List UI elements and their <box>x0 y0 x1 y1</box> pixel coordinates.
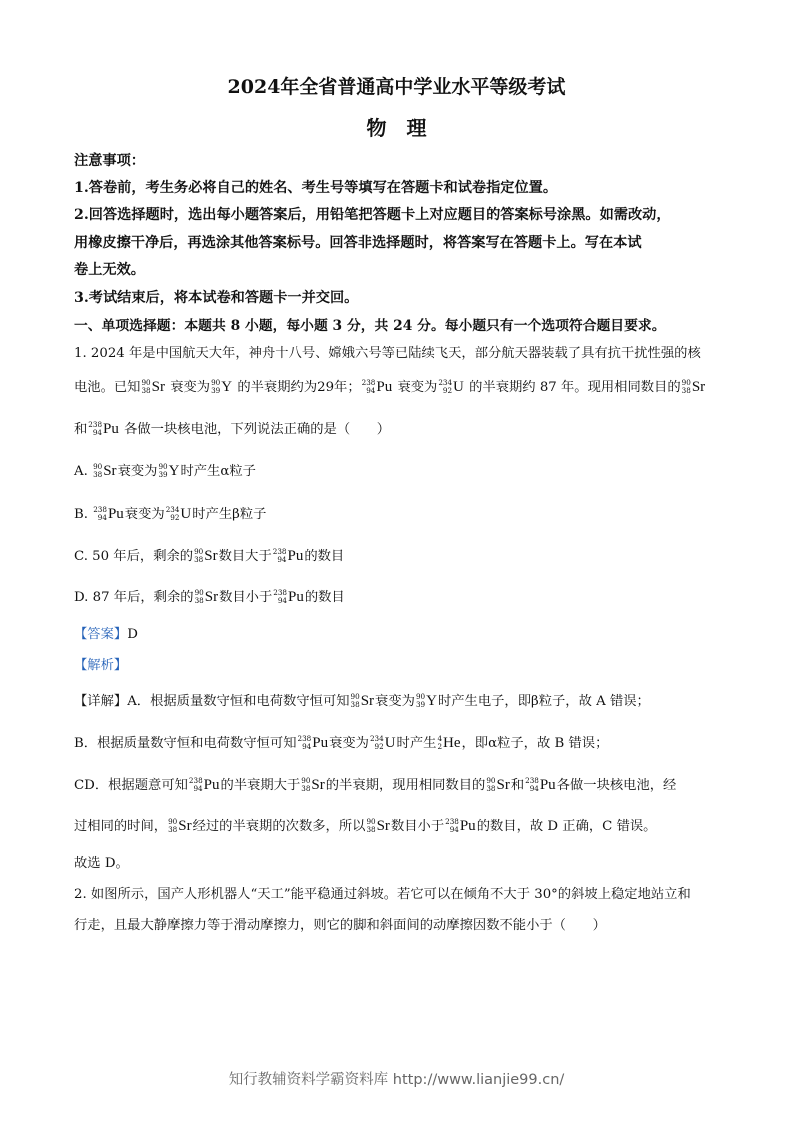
notice-item-2-cont: 用橡皮擦干净后，再选涂其他答案标号。回答非选择题时，将答案写在答题卡上。写在本试 <box>74 235 642 251</box>
nuclide-symbol: 90 39 Y <box>158 461 180 479</box>
nuclide-symbol: 90 38 Sr <box>486 775 510 793</box>
nuclide-symbol: 238 94 Pu <box>525 775 556 793</box>
footer-watermark: 知行教辅资料学霸资料库 http://www.lianjie99.cn/ <box>228 1072 565 1088</box>
nuclide-symbol: 238 94 Pu <box>272 546 304 564</box>
nuclide-symbol: 238 94 Pu <box>297 733 329 751</box>
notice-item-2: 2.回答选择题时，选出每小题答案后，用铅笔把答题卡上对应题目的答案标号涂黑。如需改动， <box>74 207 671 223</box>
q2-stem-line2: 行走，且最大静摩擦力等于滑动摩擦力，则它的脚和斜面间的动摩擦因数不能小于（ ） <box>74 918 606 933</box>
notice-heading: 注意事项： <box>74 153 145 169</box>
nuclide-sr: 90 38 Sr <box>681 377 706 395</box>
q1-detail-a: 【详解】A．根据质量数守恒和电荷数守恒可知 90 38 Sr衰变为 90 39 Y时产生电子，即β粒子，故 A 错误； <box>74 691 650 709</box>
nuclide-symbol: 90 38 Sr <box>194 587 219 605</box>
nuclide-symbol: 238 94 Pu <box>188 775 220 793</box>
nuclide-symbol: 234 92 U <box>165 504 192 522</box>
nuclide-symbol: 90 38 Sr <box>301 775 325 793</box>
notice-item-2-end: 卷上无效。 <box>74 262 145 278</box>
answer-tag: 【答案】 <box>74 627 128 642</box>
nuclide-symbol: 90 38 Sr <box>168 816 192 834</box>
answer-value: D <box>127 627 138 642</box>
nuclide-symbol: 90 38 Sr <box>93 461 117 479</box>
q1-stem-line3: 和 238 94 Pu 各做一块核电池，下列说法正确的是（ ） <box>74 419 391 437</box>
nuclide-pu: 238 94 Pu <box>361 377 393 395</box>
nuclide-symbol: 90 38 Sr <box>350 691 375 709</box>
q1-detail-cd: CD．根据题意可知 238 94 Pu的半衰期大于 90 38 Sr的半衰期，现用相同数目的 90 38 Sr和 238 94 Pu各做一块核电池，经 <box>74 775 677 793</box>
nuclide-y: 90 39 Y <box>211 377 233 395</box>
nuclide-symbol: 90 38 Sr <box>194 546 218 564</box>
nuclide-sr: 90 38 Sr <box>141 377 165 395</box>
nuclide-symbol: 234 92 U <box>369 733 396 751</box>
q2-stem-line1: 2. 如图所示，国产人形机器人“天工”能平稳通过斜坡。若它可以在倾角不大于 30°的斜坡上稳定地站立和 <box>74 887 691 902</box>
q1-analysis-tag: 【解析】 <box>74 658 128 673</box>
q1-option-b: B. 238 94 Pu衰变为 234 92 U时产生β粒子 <box>74 504 267 522</box>
nuclide-pu: 238 94 Pu <box>88 419 119 437</box>
q1-option-a: A. 90 38 Sr衰变为 90 39 Y时产生α粒子 <box>74 461 256 479</box>
q1-option-d: D. 87 年后，剩余的 90 38 Sr数目小于 238 94 Pu的数目 <box>74 587 345 605</box>
section-1-heading: 一、单项选择题：本题共 8 小题，每小题 3 分，共 24 分。每小题只有一个选项符合题目要求。 <box>74 318 666 334</box>
notice-item-1: 1.答卷前，考生务必将自己的姓名、考生号等填写在答题卡和试卷指定位置。 <box>74 180 558 196</box>
nuclide-symbol: 90 39 Y <box>415 691 437 709</box>
q1-detail-b: B．根据质量数守恒和电荷数守恒可知 238 94 Pu衰变为 234 92 U时产生 4 2 He，即α粒子，故 B 错误； <box>74 733 609 751</box>
subject-title: 物 理 <box>366 116 427 140</box>
exam-title: 2024年全省普通高中学业水平等级考试 <box>227 76 566 98</box>
nuclide-symbol: 238 94 Pu <box>273 587 304 605</box>
q1-conclusion: 故选 D。 <box>74 856 129 871</box>
nuclide-symbol: 238 94 Pu <box>445 816 476 834</box>
q1-option-c: C. 50 年后，剩余的 90 38 Sr数目大于 238 94 Pu的数目 <box>74 546 345 564</box>
nuclide-u: 234 92 U <box>438 377 464 395</box>
nuclide-symbol: 90 38 Sr <box>366 816 390 834</box>
nuclide-symbol: 4 2 He <box>437 733 461 751</box>
q1-detail-cd-cont: 过相同的时间， 90 38 Sr经过的半衰期的次数多，所以 90 38 Sr数目小于 238 94 Pu的数目，故 D 正确，C 错误。 <box>74 816 657 834</box>
notice-item-3: 3.考试结束后，将本试卷和答题卡一并交回。 <box>74 290 359 306</box>
q1-answer <box>74 623 138 642</box>
q1-stem-line2: 电池。已知 90 38 Sr 衰变为 90 39 Y 的半衰期约为29年； 238 94 Pu 衰变为 234 92 U 的半衰期约 87 年。现用相同数目的 90 38 Sr <box>74 377 706 395</box>
q1-stem-line1: 1. 2024 年是中国航天大年，神舟十八号、嫦娥六号等已陆续飞天，部分航天器装载了具有抗干扰性强的核 <box>74 346 701 361</box>
nuclide-symbol: 238 94 Pu <box>93 504 124 522</box>
